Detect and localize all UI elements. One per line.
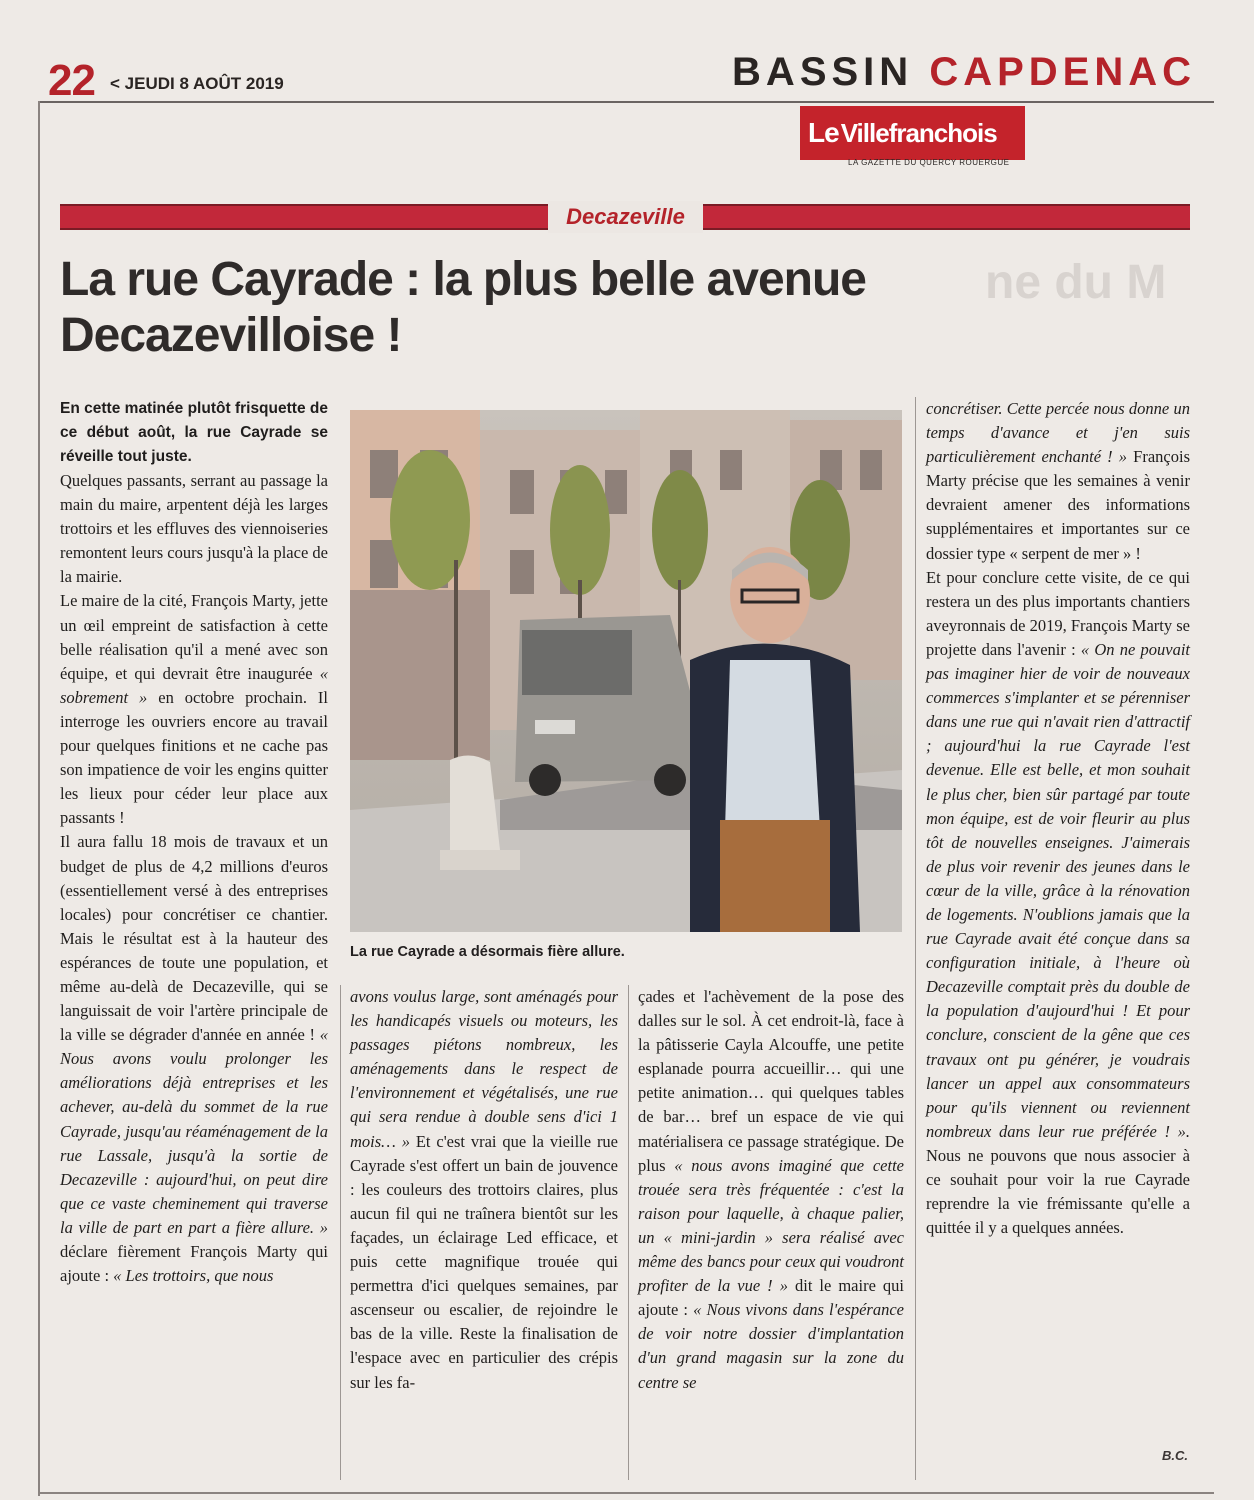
paragraph [60, 830, 328, 1288]
paragraph [926, 566, 1190, 1241]
article-column-3 [638, 985, 904, 1395]
text-run: François Marty précise que les semaines à venir devraient amener des informations supplémentaires et importantes sur ce dossier type « serpent de mer » ! [926, 447, 1190, 563]
quote: « Nous vivons dans l'espérance de voir notre dossier d'implantation d'un grand magasin sur la zone du centre se [638, 1300, 905, 1392]
paragraph [638, 985, 904, 1395]
quote: « Nous avons voulu prolonger les améliorations déjà entreprises et les achever, au-delà du sommet de la rue Cayrade, jusqu'au réaménagement de la rue Lassale, jusqu'à la sortie de Decazeville : aujourd'hui, on peut dire que ce vaste cheminement qui traverse la ville de part en part a fière allure. » [60, 1025, 329, 1237]
section-label: Decazeville [548, 201, 703, 233]
author-signature: B.C. [1162, 1448, 1188, 1463]
bottom-rule [40, 1492, 1214, 1494]
rubric-part-1: BASSIN [732, 50, 914, 94]
text-run: Et pour conclure cette visite, de ce qui restera un des plus importants chantiers aveyronnais de 2019, François Marty se projette dans l'avenir : [926, 567, 1190, 659]
quote: avons voulus large, sont aménagés pour les handicapés visuels ou moteurs, les passages piétons nombreux, les aménagements dans le respect de l'environnement et végétalisés, une rue qui sera rendue à double sens d'ici 1 mois… » [350, 987, 618, 1151]
photo-caption: La rue Cayrade a désormais fière allure. [350, 944, 625, 960]
article-column-4 [926, 397, 1190, 1240]
quote: « Les trottoirs, que nous [113, 1266, 274, 1286]
paragraph [60, 589, 328, 830]
column-rule [340, 985, 341, 1480]
text-run: Le maire de la cité, François Marty, jette un œil empreint de satisfaction à cette belle réalisation qu'il a mené avec son équipe, et qui devrait être inaugurée [60, 591, 328, 683]
header-rule [40, 101, 1214, 103]
issue-date: < JEUDI 8 AOÛT 2019 [110, 74, 284, 93]
street-photo-illustration [350, 410, 902, 932]
article-headline [60, 252, 960, 364]
headline-line-1: La rue Cayrade : la plus belle avenue [60, 253, 866, 306]
paragraph: Quelques passants, serrant au passage la main du maire, arpentent déjà les larges trottoirs et les effluves des viennoiseries remontent leurs cours jusqu'à la place de la mairie. [60, 471, 328, 587]
frame-left-rule [38, 101, 40, 1496]
quote: « On ne pouvait pas imaginer hier de voir de nouveaux commerces s'implanter et se pérenniser dans une rue qui n'avait rien d'attractif ; aujourd'hui la rue Cayrade l'est devenue. Elle est belle, et mon souhait le plus cher, bien sûr partagé par toute mon équipe, est de voir fleurir au plus tôt de nouvelles enseignes. J'aimerais de plus voir revenir des jeunes dans le cœur de la ville, grâce à la rénovation de logements. N'oublions jamais que la rue Cayrade avait été conçue dans sa configuration initiale, à l'heure où Decazeville comptait près du double de la population d'aujourd'hui ! Et pour conclure, conscient de la gêne que ces travaux ont pu générer, je voudrais lancer un appel aux consommateurs pour qu'ils viennent ou reviennent nombreux dans leur rue préférée ! ». [926, 639, 1190, 1141]
text-run: dit le maire qui ajoute : [638, 1276, 905, 1320]
page-number: 22 [48, 56, 95, 105]
article-column-2 [350, 985, 618, 1395]
quote: « nous avons imaginé que cette trouée sera très fréquentée : c'est la raison pour laquelle, à chaque palier, un « mini-jardin » sera réalisé avec même des bancs pour ceux qui voudront profiter de la vue ! » [638, 1155, 904, 1296]
rubric-part-2: CAPDENAC [929, 50, 1196, 94]
article-column-1 [60, 397, 328, 1288]
logo-le: Le [808, 117, 839, 148]
column-rule [628, 985, 629, 1480]
quote: « sobrement » [60, 663, 329, 707]
paragraph [926, 397, 1190, 566]
article-lead: En cette matinée plutôt frisquette de ce début août, la rue Cayrade se réveille tout juste. [60, 400, 328, 465]
text-run: çades et l'achèvement de la pose des dalles sur le sol. À cet endroit-là, face à la pâtisserie Cayla Alcouffe, une petite esplanade pourra accueillir… qui une petite animation… qui quelques tables de bar… bref un espace de vie qui matérialisera ce passage stratégique. De plus [638, 987, 904, 1175]
bleed-through-text: ne du M [985, 256, 1167, 309]
rubric-title [732, 50, 1196, 95]
logo-name: Villefranchois [840, 117, 997, 148]
paragraph [350, 985, 618, 1395]
headline-line-2: Decazevilloise ! [60, 309, 402, 362]
newspaper-logo [800, 106, 1025, 160]
text-run: Et c'est vrai que la vieille rue Cayrade s'est offert un bain de jouvence : les couleurs des trottoirs claires, plus aucun fil qui ne traînera bientôt sur les façades, un éclairage Led efficace, et puis cette magnifique trouée qui permettra d'ici quelques semaines, par ascenseur ou escalier, de rejoindre le bas de la ville. Reste la finalisation de l'espace avec en particulier des crépis sur les fa- [350, 1131, 619, 1392]
text-run: Nous ne pouvons que nous associer à ce souhait pour voir la rue Cayrade reprendre la vie frémissante qu'elle a quittée il y a quelques années. [926, 1145, 1190, 1238]
text-run: Il aura fallu 18 mois de travaux et un budget de plus de 4,2 millions d'euros (essentiellement versé à des entreprises locales) pour concrétiser ce chantier. Mais le résultat est à la hauteur des espérances de toute une population, et même au-delà de Decazeville, qui se languissait de voir l'artère principale de la ville se dégrader d'année en année ! [60, 832, 328, 1045]
text-run: déclare fièrement François Marty qui ajoute : [60, 1242, 328, 1286]
article-photo [350, 410, 902, 932]
quote: concrétiser. Cette percée nous donne un temps d'avance et j'en suis particulièrement enchanté ! » [926, 399, 1190, 467]
column-rule [915, 397, 916, 1480]
text-run: en octobre prochain. Il interroge les ouvriers encore au travail pour quelques finitions et ne cache pas son impatience de voir les engins quitter les lieux pour céder leur place aux passants ! [60, 687, 329, 828]
logo-tagline: LA GAZETTE DU QUERCY ROUERGUE [848, 158, 1010, 167]
